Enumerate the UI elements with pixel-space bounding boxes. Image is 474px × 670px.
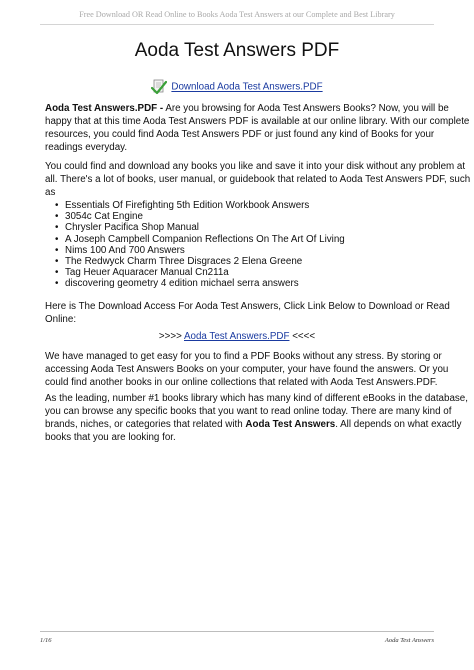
access-link[interactable]: Aoda Test Answers.PDF: [184, 331, 290, 342]
list-item: • Chrysler Pacifica Shop Manual: [55, 222, 345, 233]
related-intro-paragraph: [45, 160, 471, 199]
paragraph-segment: brands, niches, or categories that related with: [45, 419, 246, 430]
paragraph-line: could find another books in our online collections that related with Aoda Test Answers.PDF.: [45, 377, 438, 388]
paragraph-bold-title: Aoda Test Answers: [245, 419, 336, 430]
paragraph-line: We have managed to get easy for you to find a PDF Books without any stress. By storing or: [45, 351, 442, 362]
page-header: Free Download OR Read Online to Books Aoda Test Answers at our Complete and Best Library: [79, 10, 395, 19]
intro-line: happy that at this time Aoda Test Answers PDF is available at our online library. With our complete: [45, 116, 470, 127]
paragraph-line: Online:: [45, 314, 77, 325]
paragraph-line: you can browse any specific books that you want to read online today. There are many kind of: [45, 406, 452, 417]
download-row: [0, 79, 474, 95]
header-divider: [40, 24, 434, 25]
list-item: • The Redwyck Charm Three Disgraces 2 Elena Greene: [55, 256, 345, 267]
managed-paragraph: [45, 350, 449, 389]
intro-bold-lead: Aoda Test Answers.PDF -: [45, 103, 164, 114]
page-title: Aoda Test Answers PDF: [134, 40, 340, 61]
list-item: • Tag Heuer Aquaracer Manual Cn211a: [55, 267, 345, 278]
download-pdf-icon[interactable]: [151, 79, 167, 95]
intro-line: Are you browsing for Aoda Test Answers Books? Now, you will be: [163, 103, 449, 114]
list-item: • discovering geometry 4 edition michael serra answers: [55, 278, 345, 289]
library-paragraph: [45, 392, 468, 444]
download-access-paragraph: [45, 300, 450, 326]
list-item: • A Joseph Campbell Companion Reflections On The Art Of Living: [55, 234, 345, 245]
page-number: 1/16: [40, 637, 52, 644]
paragraph-line: Here is The Download Access For Aoda Test Answers, Click Link Below to Download or Read: [45, 301, 450, 312]
footer-divider: [40, 631, 434, 632]
paragraph-line: accessing Aoda Test Answers Books on your computer, your have found the answers. Or you: [45, 364, 449, 375]
access-link-row: [0, 331, 474, 342]
paragraph-line: You could find and download any books you like and save it into your disk without any problem at: [45, 161, 466, 172]
footer-doc-title: Aoda Test Answers: [384, 637, 434, 644]
paragraph-segment: . All depends on what exactly: [335, 419, 462, 430]
access-prefix: >>>>: [158, 331, 184, 342]
paragraph-line: all. There's a lot of books, user manual, or guidebook that related to Aoda Test Answers PDF, such: [45, 174, 471, 185]
intro-paragraph: [45, 102, 470, 154]
intro-line: readings everyday.: [45, 142, 128, 153]
list-item: • 3054c Cat Engine: [55, 211, 345, 222]
list-item: • Essentials Of Firefighting 5th Edition Workbook Answers: [55, 200, 345, 211]
related-books-list: [55, 200, 345, 290]
paragraph-line: books that you are looking for.: [45, 432, 176, 443]
paragraph-line: as: [45, 187, 56, 198]
list-item: • Nims 100 And 700 Answers: [55, 245, 345, 256]
intro-line: resources, you could find Aoda Test Answers PDF or just found any kind of Books for your: [45, 129, 435, 140]
access-suffix: <<<<: [289, 331, 316, 342]
download-link[interactable]: Download Aoda Test Answers.PDF: [171, 81, 323, 93]
paragraph-line: As the leading, number #1 books library which has many kind of different eBooks in the database,: [45, 393, 468, 404]
